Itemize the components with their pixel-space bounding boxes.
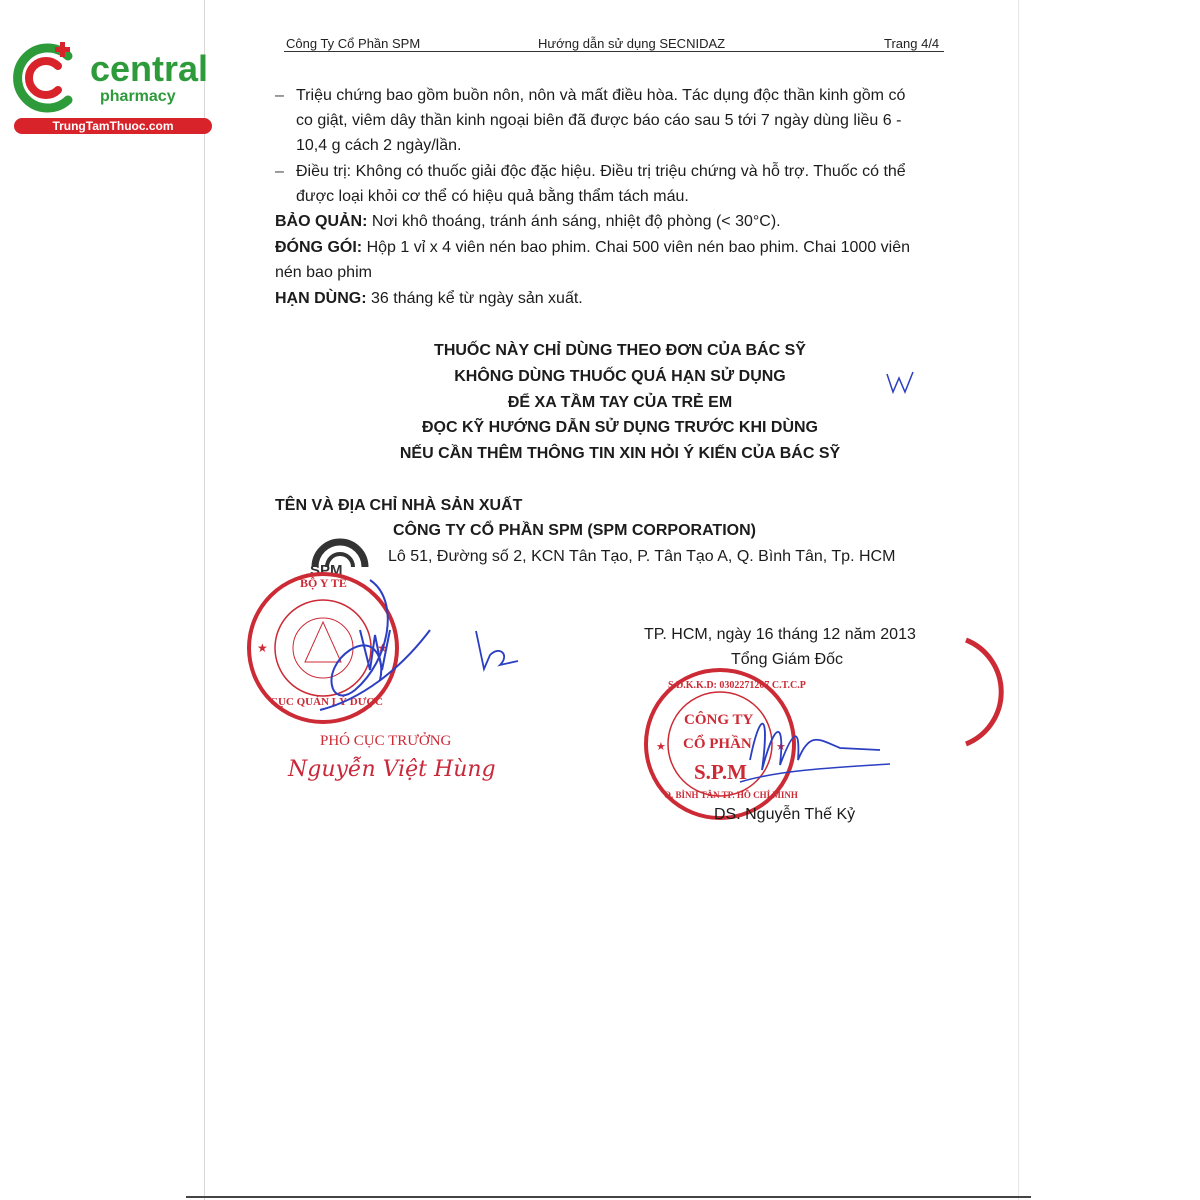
logo-c-icon — [10, 38, 90, 118]
manufacturer-heading: TÊN VÀ ĐỊA CHỈ NHÀ SẢN XUẤT — [275, 497, 523, 514]
storage-label: BẢO QUẢN: — [275, 213, 368, 230]
spm-logo-text: SPM — [310, 562, 343, 579]
ministry-role: PHÓ CỤC TRƯỞNG — [320, 733, 452, 749]
manufacturer-address: Lô 51, Đường số 2, KCN Tân Tạo, P. Tân Tạo A, Q. Bình Tân, Tp. HCM — [388, 548, 896, 565]
logo-brand: central — [90, 48, 209, 89]
initials-mark — [470, 625, 530, 675]
central-pharmacy-logo[interactable] — [10, 38, 215, 138]
company-stamp-line-2: CỔ PHẦN — [683, 736, 752, 752]
logo-sub: pharmacy — [100, 88, 176, 105]
packaging-label: ĐÓNG GÓI: — [275, 239, 363, 256]
ministry-stamp-top: BỘ Y TẾ — [300, 576, 347, 590]
partial-stamp-edge — [960, 632, 1020, 752]
warning-line: ĐỂ XA TẦM TAY CỦA TRẺ EM — [507, 394, 733, 411]
packaging-row — [275, 239, 910, 257]
ministry-stamp-bottom: CỤC QUẢN LÝ DƯỢC — [270, 696, 383, 708]
company-stamp-line-1: CÔNG TY — [684, 712, 754, 728]
header-company: Công Ty Cổ Phần SPM — [286, 36, 421, 51]
svg-text:★: ★ — [377, 641, 388, 655]
page-edge-left — [204, 0, 205, 1200]
company-stamp-ring-bottom: Q. BÌNH TÂN TP. HỒ CHÍ MINH — [664, 790, 798, 800]
warning-line: THUỐC NÀY CHỈ DÙNG THEO ĐƠN CỦA BÁC SỸ — [434, 342, 806, 359]
expiry-text: 36 tháng kể từ ngày sản xuất. — [371, 290, 583, 307]
director-signature — [740, 700, 900, 790]
svg-text:★: ★ — [257, 641, 268, 655]
header-rule — [284, 51, 944, 52]
bullet-dash: – — [275, 163, 284, 180]
treatment-line-2: được loại khỏi cơ thể có hiệu quả bằng thẩm tách máu. — [296, 188, 689, 205]
packaging-text-2: nén bao phim — [275, 264, 372, 281]
company-stamp-ring-top: S.Đ.K.K.D: 0302271207 C.T.C.P — [668, 680, 806, 691]
storage-text: Nơi khô thoáng, tránh ánh sáng, nhiệt độ phòng (< 30°C). — [371, 213, 781, 230]
expiry-label: HẠN DÙNG: — [275, 290, 367, 307]
header-page: Trang 4/4 — [884, 36, 940, 51]
signoff-role: Tổng Giám Đốc — [731, 651, 844, 668]
ministry-name: Nguyễn Việt Hùng — [288, 757, 496, 782]
symptoms-line-2: co giật, viêm dây thần kinh ngoại biên đã được báo cáo sau 5 tới 7 ngày dùng liều 6 - — [296, 112, 902, 129]
header-title: Hướng dẫn sử dụng SECNIDAZ — [538, 36, 726, 51]
symptoms-line-1: Triệu chứng bao gồm buồn nôn, nôn và mất điều hòa. Tác dụng độc thần kinh gồm có — [296, 87, 906, 104]
initial-mark — [885, 368, 925, 398]
logo-site: TrungTamThuoc.com — [14, 118, 212, 134]
page-edge-right — [1018, 0, 1019, 1200]
svg-text:★: ★ — [776, 741, 786, 753]
warning-line: ĐỌC KỸ HƯỚNG DẪN SỬ DỤNG TRƯỚC KHI DÙNG — [421, 419, 818, 436]
treatment-line-1: Điều trị: Không có thuốc giải độc đặc hiệu. Điều trị triệu chứng và hỗ trợ. Thuốc có thể — [296, 163, 906, 180]
company-stamp-line-3: S.P.M — [694, 760, 747, 784]
symptoms-line-3: 10,4 g cách 2 ngày/lần. — [296, 137, 462, 154]
bullet-dash: – — [275, 87, 284, 104]
packaging-text: Hộp 1 vỉ x 4 viên nén bao phim. Chai 500 viên nén bao phim. Chai 1000 viên — [366, 239, 911, 256]
manufacturer-name: CÔNG TY CỔ PHẦN SPM (SPM CORPORATION) — [393, 522, 756, 539]
storage-row — [275, 213, 781, 231]
warning-line: KHÔNG DÙNG THUỐC QUÁ HẠN SỬ DỤNG — [454, 368, 786, 385]
signoff-name: DS. Nguyễn Thế Kỷ — [714, 806, 856, 823]
page-bottom-border — [186, 1196, 1031, 1198]
warning-line: NẾU CẦN THÊM THÔNG TIN XIN HỎI Ý KIẾN CỦA BÁC SỸ — [399, 445, 841, 462]
svg-text:★: ★ — [656, 741, 666, 753]
expiry-row — [275, 290, 583, 308]
signoff-place-date: TP. HCM, ngày 16 tháng 12 năm 2013 — [644, 626, 916, 643]
